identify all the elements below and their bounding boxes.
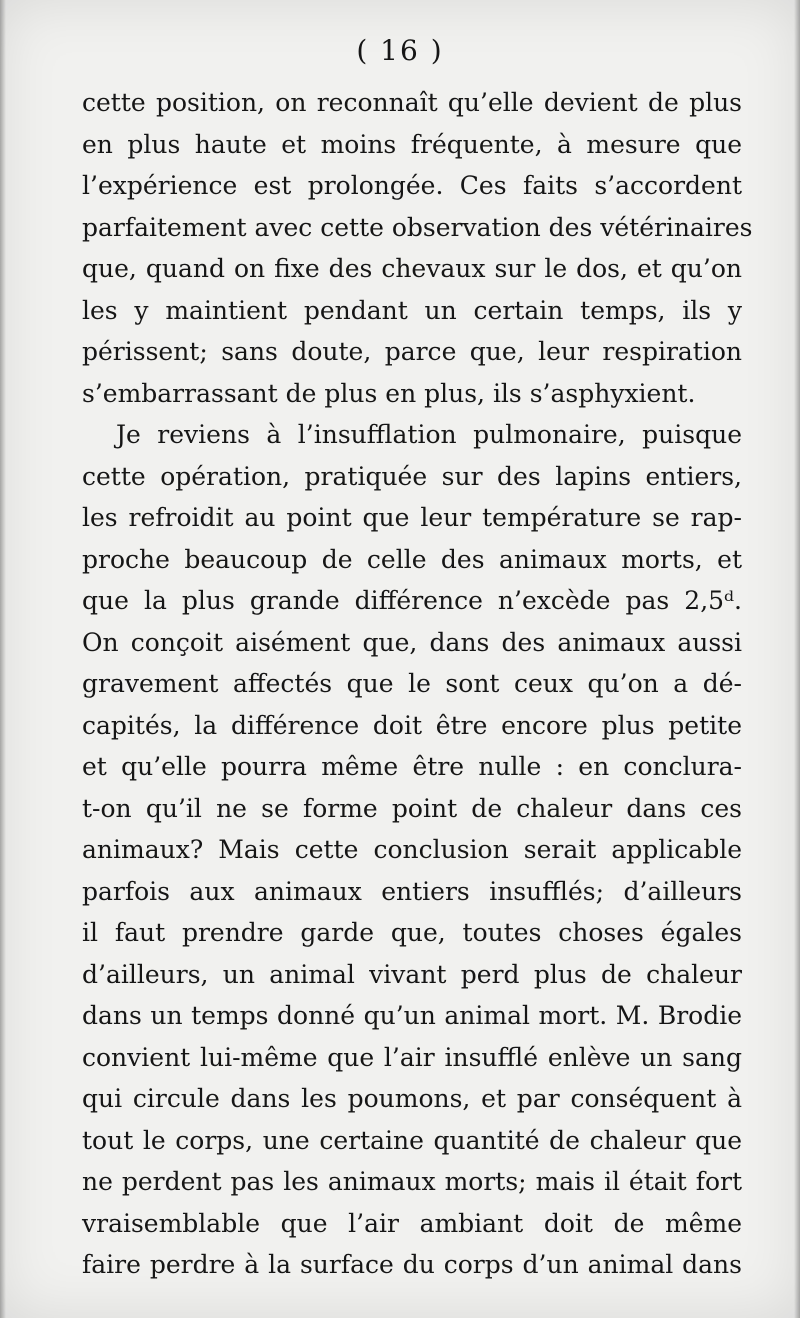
text-line: dans un temps donné qu’un animal mort. M. Brodie <box>82 1001 742 1030</box>
text-line: et qu’elle pourra même être nulle : en conclura- <box>82 752 742 781</box>
text-line: parfaitement avec cette observation des vétérinaires <box>82 212 753 242</box>
text-line: gravement affectés que le sont ceux qu’on a dé- <box>82 669 742 698</box>
body-text <box>82 82 753 1286</box>
text-line: il faut prendre garde que, toutes choses égales <box>82 918 742 947</box>
text-line: convient lui-même que l’air insufflé enlève un sang <box>82 1042 742 1072</box>
text-line: t-on qu’il ne se forme point de chaleur dans ces <box>82 793 742 823</box>
page-gutter-shadow <box>0 0 6 1318</box>
text-line: On conçoit aisément que, dans des animaux aussi <box>82 627 742 657</box>
text-line: tout le corps, une certaine quantité de chaleur que <box>82 1125 742 1155</box>
text-line: vraisemblable que l’air ambiant doit de même <box>82 1208 742 1238</box>
text-line: cette opération, pratiquée sur des lapins entiers, <box>82 461 742 491</box>
text-line: proche beaucoup de celle des animaux morts, et <box>82 544 742 574</box>
text-line: les y maintient pendant un certain temps, ils y <box>82 295 742 325</box>
text-line: s’embarrassant de plus en plus, ils s’asphyxient. <box>82 378 696 408</box>
text-line: l’expérience est prolongée. Ces faits s’accordent <box>82 171 742 200</box>
text-line: périssent; sans doute, parce que, leur respiration <box>82 337 742 366</box>
text-line: ne perdent pas les animaux morts; mais il était fort <box>82 1167 742 1196</box>
text-line: faire perdre à la surface du corps d’un animal dans <box>82 1250 742 1279</box>
text-line: que la plus grande différence n’excède pas 2,5ᵈ. <box>82 586 742 615</box>
text-line: qui circule dans les poumons, et par conséquent à <box>82 1084 742 1113</box>
text-line: que, quand on fixe des chevaux sur le dos, et qu’on <box>82 254 742 283</box>
text-line: capités, la différence doit être encore plus petite <box>82 710 742 740</box>
page-edge-shadow <box>794 0 800 1318</box>
page-number: ( 16 ) <box>356 34 444 67</box>
text-line: d’ailleurs, un animal vivant perd plus de chaleur <box>82 959 742 989</box>
text-line: animaux? Mais cette conclusion serait applicable <box>82 835 742 864</box>
text-line: parfois aux animaux entiers insufflés; d’ailleurs <box>82 876 742 906</box>
text-line: cette position, on reconnaît qu’elle devient de plus <box>82 88 742 117</box>
text-line: Je reviens à l’insufflation pulmonaire, puisque <box>116 420 742 449</box>
text-line: en plus haute et moins fréquente, à mesure que <box>82 129 742 159</box>
text-line: les refroidit au point que leur température se rap- <box>82 503 742 532</box>
